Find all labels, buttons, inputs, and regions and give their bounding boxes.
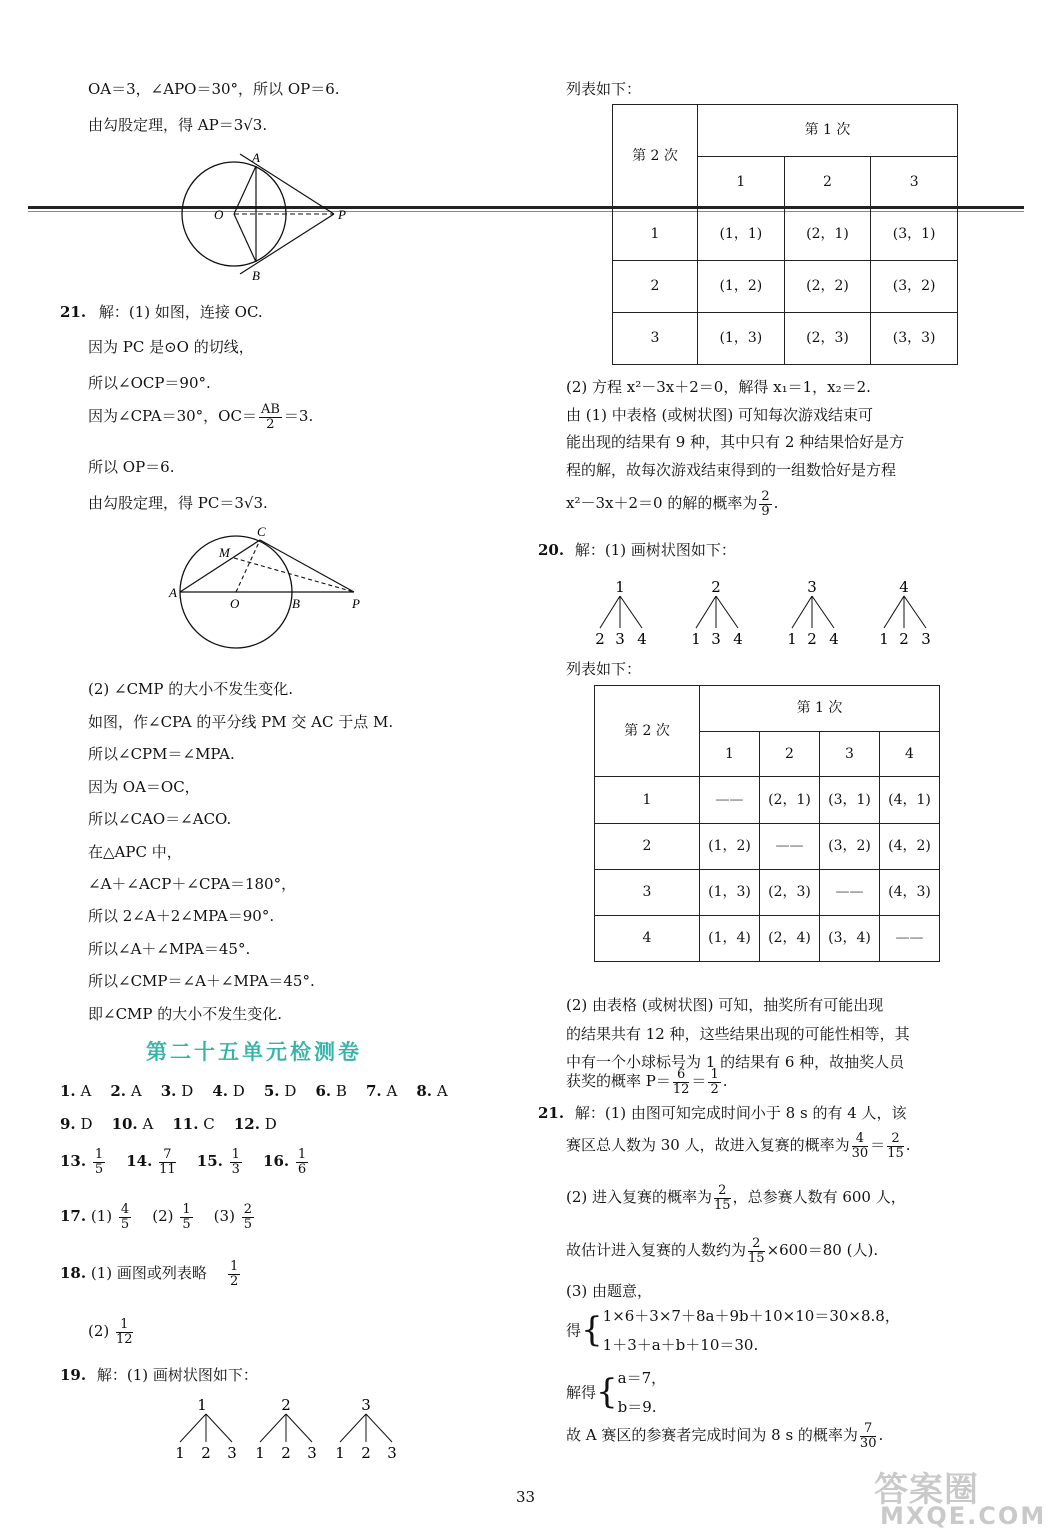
answer-number: 4. — [212, 1082, 228, 1100]
answer-value: A — [80, 1082, 92, 1100]
question-21-right — [538, 1104, 907, 1122]
answer-value: A — [386, 1082, 398, 1100]
numerator: 1 — [94, 1147, 104, 1162]
table-cell: (2，1) — [784, 209, 871, 261]
question-18-part2 — [88, 1318, 135, 1346]
text: x²－3x＋2＝0 的解的概率为 — [566, 494, 758, 513]
answer-number: 13. — [60, 1152, 87, 1171]
text-line: 因为 PC 是⊙O 的切线， — [88, 338, 254, 356]
text: 故 A 赛区的参赛者完成时间为 8 s 的概率为 — [566, 1426, 858, 1445]
label-a: A — [252, 150, 260, 165]
tree-leaf: 3 — [711, 630, 721, 648]
answer-value: D — [80, 1115, 93, 1133]
table-cell: —— — [820, 870, 880, 916]
numerator: 1 — [297, 1147, 307, 1162]
table-cell: (4，2) — [880, 824, 940, 870]
text-line: 所以∠CMP＝∠A＋∠MPA＝45°. — [88, 972, 315, 990]
equation-lines — [618, 1364, 667, 1421]
tree-leaf: 4 — [637, 630, 647, 648]
table-cell: —— — [880, 916, 940, 962]
answer-value: D — [181, 1082, 194, 1100]
table-row-header: 1 — [595, 777, 700, 824]
tree-leaf: 2 — [807, 630, 817, 648]
text-line: 即∠CMP 的大小不发生变化. — [88, 1005, 283, 1023]
answer-row-2 — [60, 1115, 277, 1133]
circle-chord-figure — [164, 524, 374, 664]
table-corner: 第 2 次 — [595, 686, 700, 777]
tree-diagram-20 — [586, 572, 956, 652]
answer-value: A — [130, 1082, 142, 1100]
tree-leaf: 2 — [595, 630, 605, 648]
text-line: 所以∠A＋∠MPA＝45°. — [88, 940, 251, 958]
answer-value: B — [335, 1082, 347, 1100]
circle-tangent-figure — [170, 148, 360, 288]
text-line: OA＝3，∠APO＝30°，所以 OP＝6. — [88, 80, 340, 98]
text: ＝ — [870, 1136, 886, 1155]
table-cell: (3，3) — [871, 313, 958, 365]
tree-leaf: 1 — [879, 630, 889, 648]
text: 解：(1) 画树状图如下： — [574, 541, 736, 559]
fraction — [119, 1203, 131, 1231]
label-o: O — [230, 596, 240, 611]
table-row — [613, 313, 958, 365]
fraction — [708, 1068, 720, 1096]
table-cell: (2，4) — [760, 916, 820, 962]
text-line: 所以 OP＝6. — [88, 458, 175, 476]
numerator: 4 — [852, 1132, 869, 1147]
tree-diagram-19 — [170, 1396, 410, 1462]
numerator: 1 — [231, 1147, 240, 1162]
text-line: 由勾股定理，得 PC＝3√3. — [88, 494, 268, 512]
watermark-logo: 答案圈 — [874, 1470, 979, 1510]
fraction — [159, 1148, 176, 1176]
denominator: 6 — [297, 1161, 307, 1177]
denominator: 30 — [859, 1435, 877, 1451]
denominator: 30 — [851, 1145, 869, 1161]
text: 解：(1) 画树状图如下： — [96, 1366, 258, 1384]
question-number: 21. — [538, 1104, 565, 1122]
tree-root: 2 — [281, 1396, 291, 1414]
question-21 — [60, 303, 263, 321]
table-col-header: 3 — [871, 157, 958, 209]
part-label: (2) — [152, 1207, 174, 1226]
answer-number: 18. — [60, 1264, 87, 1283]
tree-leaf: 3 — [921, 630, 931, 648]
fraction — [860, 1422, 877, 1450]
tree-leaf: 2 — [361, 1444, 371, 1462]
answer-number: 3. — [160, 1082, 177, 1100]
tree-19-branch-2 — [255, 1396, 317, 1462]
numerator: 7 — [159, 1148, 176, 1163]
numerator: 2 — [748, 1237, 765, 1252]
text-line-fraction: 获奖的概率 P＝ $\frac{6}{12}$ ＝ $\frac{1}{2}$ . — [566, 1067, 728, 1097]
answer-row-1 — [60, 1082, 448, 1100]
result-table-1 — [612, 104, 958, 365]
equation-lines — [603, 1302, 900, 1359]
numerator: 4 — [120, 1202, 130, 1217]
table-cell: (3，1) — [871, 209, 958, 261]
answer-number: 17. — [60, 1207, 87, 1226]
question-18 — [60, 1260, 242, 1288]
equation-system-1 — [566, 1302, 900, 1359]
text-line: 所以 2∠A＋2∠MPA＝90°. — [88, 907, 275, 925]
tree-leaf: 1 — [335, 1444, 345, 1462]
table-cell: (1，2) — [698, 261, 785, 313]
table-row — [613, 209, 958, 261]
answer-number: 12. — [233, 1115, 260, 1133]
text-line: (2) 由表格 (或树状图) 可知，抽奖所有可能出现 — [566, 996, 884, 1014]
answer-value: D — [232, 1082, 245, 1100]
text-line: 由 (1) 中表格 (或树状图) 可知每次游戏结束可 — [566, 406, 874, 424]
text-line-fraction — [566, 1184, 906, 1212]
text-line-fraction: x²－3x＋2＝0 的解的概率为 $\frac{2}{9}$ . — [566, 489, 779, 519]
tree-leaf: 1 — [787, 630, 797, 648]
section-title: 第二十五单元检测卷 — [146, 1040, 362, 1064]
question-number: 21. — [60, 303, 87, 321]
tree-leaf: 1 — [255, 1444, 265, 1462]
text: 因为∠CPA＝30°，OC＝ — [88, 407, 257, 426]
text: ＝3. — [283, 407, 314, 426]
tree-leaf: 2 — [899, 630, 909, 648]
numerator: AB — [260, 402, 280, 417]
table-row-header: 3 — [613, 313, 698, 365]
answer-number: 16. — [263, 1152, 290, 1171]
denominator: 12 — [672, 1081, 690, 1097]
text-line: 能出现的结果有 9 种，其中只有 2 种结果恰好是方 — [566, 433, 905, 451]
answer-number: 1. — [60, 1082, 76, 1100]
text-line-fraction: 故 A 赛区的参赛者完成时间为 8 s 的概率为 $\frac{7}{30}$ . — [566, 1421, 884, 1451]
fraction — [887, 1132, 904, 1160]
text-line: 因为 OA＝OC， — [88, 778, 200, 796]
denominator: 12 — [116, 1331, 133, 1347]
text: 得 — [566, 1321, 582, 1340]
tree-leaf: 4 — [733, 630, 743, 648]
table-row-header: 4 — [595, 916, 700, 962]
denominator: 2 — [230, 1273, 239, 1289]
answer-number: 9. — [60, 1115, 76, 1133]
text-line-fraction — [566, 1237, 878, 1265]
numerator: 7 — [860, 1422, 877, 1437]
table-row — [595, 916, 940, 962]
fraction — [714, 1184, 731, 1212]
table-row — [595, 870, 940, 916]
denominator: 5 — [120, 1216, 130, 1232]
denominator: 9 — [761, 503, 770, 519]
table-col-header: 2 — [760, 732, 820, 777]
fraction — [230, 1148, 242, 1176]
text-line: 在△APC 中， — [88, 843, 182, 861]
table-col-header: 4 — [880, 732, 940, 777]
tree-20-branch-3 — [787, 578, 839, 648]
part-label: (2) — [88, 1322, 110, 1341]
text: ＝ — [691, 1072, 707, 1091]
table-row-header: 3 — [595, 870, 700, 916]
text: (2) 进入复赛的概率为 — [566, 1188, 713, 1207]
fraction — [296, 1148, 308, 1176]
text-line: 所以∠CAO＝∠ACO. — [88, 810, 232, 828]
fraction — [259, 403, 282, 431]
text-line: 由勾股定理，得 AP＝3√3. — [88, 116, 268, 134]
tree-root: 3 — [361, 1396, 371, 1414]
question-20 — [538, 541, 736, 559]
equation-system-2 — [566, 1364, 666, 1421]
fraction — [242, 1203, 254, 1231]
numerator: 2 — [887, 1132, 904, 1147]
fraction — [748, 1237, 765, 1265]
answer-number: 2. — [110, 1082, 127, 1100]
text: 赛区总人数为 30 人，故进入复赛的概率为 — [566, 1136, 850, 1155]
denominator: 5 — [94, 1161, 104, 1177]
table-cell: (3，2) — [820, 824, 880, 870]
numerator: 2 — [714, 1184, 731, 1199]
right-column — [530, 0, 1053, 1536]
result-table-2 — [594, 685, 940, 962]
tree-19-branch-3 — [335, 1396, 397, 1462]
part-label: (1) — [90, 1207, 113, 1226]
denominator: 3 — [231, 1161, 240, 1177]
table-row-header: 1 — [613, 209, 698, 261]
answer-value: A — [436, 1082, 448, 1100]
text-line: 列表如下： — [566, 660, 642, 678]
answer-number: 15. — [196, 1152, 223, 1171]
label-p: P — [352, 596, 360, 611]
text-line: 所以∠OCP＝90°. — [88, 374, 211, 392]
text-line: (2) ∠CMP 的大小不发生变化. — [88, 680, 294, 698]
fill-answers — [60, 1148, 310, 1176]
answer-number: 8. — [416, 1082, 433, 1100]
text: 故估计进入复赛的人数约为 — [566, 1241, 747, 1260]
text-line-fraction — [88, 403, 313, 431]
fraction — [180, 1203, 192, 1231]
label-m: M — [219, 545, 230, 560]
watermark-url: MXQE.COM — [880, 1502, 1047, 1530]
fraction — [852, 1132, 869, 1160]
brace-icon: { — [596, 1372, 618, 1413]
text-line: 如图，作∠CPA 的平分线 PM 交 AC 于点 M. — [88, 713, 394, 731]
tree-root: 1 — [197, 1396, 207, 1414]
numerator: 2 — [761, 489, 770, 504]
table-group-header: 第 1 次 — [700, 686, 940, 732]
table-col-header: 1 — [700, 732, 760, 777]
text-line: (2) 方程 x²－3x＋2＝0，解得 x₁＝1，x₂＝2. — [566, 378, 871, 396]
text-line: ∠A＋∠ACP＋∠CPA＝180°， — [88, 875, 297, 893]
question-number: 20. — [538, 541, 565, 559]
answer-number: 11. — [172, 1115, 199, 1133]
numerator: 1 — [710, 1067, 719, 1082]
table-group-header: 第 1 次 — [698, 105, 958, 157]
answer-value: D — [264, 1115, 277, 1133]
text-line-fraction: 赛区总人数为 30 人，故进入复赛的概率为 $\frac{4}{30}$ ＝ $\frac{2}{15}$ . — [566, 1131, 911, 1161]
fraction — [93, 1148, 105, 1176]
brace-icon: { — [581, 1310, 603, 1351]
table-cell: (4，3) — [880, 870, 940, 916]
text: ×600＝80 (人). — [766, 1241, 879, 1260]
tree-leaf: 2 — [281, 1444, 291, 1462]
tree-leaf: 1 — [691, 630, 701, 648]
question-19 — [60, 1366, 258, 1384]
label-b: B — [292, 596, 300, 611]
answer-value: A — [142, 1115, 154, 1133]
tree-leaf: 2 — [201, 1444, 211, 1462]
table-row-header: 2 — [613, 261, 698, 313]
equation: a＝7， — [617, 1369, 667, 1387]
tree-19-branch-1 — [175, 1396, 237, 1462]
table-col-header: 1 — [698, 157, 785, 209]
table-cell: (3，2) — [871, 261, 958, 313]
denominator: 2 — [710, 1081, 719, 1097]
table-cell: (1，1) — [698, 209, 785, 261]
fraction — [228, 1260, 240, 1288]
table-cell: (1，2) — [700, 824, 760, 870]
label-a: A — [169, 585, 177, 600]
table-cell: —— — [760, 824, 820, 870]
text: 解：(1) 由图可知完成时间小于 8 s 的有 4 人，该 — [574, 1104, 907, 1122]
table-cell: (2，1) — [760, 777, 820, 824]
numerator: 1 — [182, 1202, 191, 1217]
answer-value: D — [284, 1082, 297, 1100]
answer-number: 14. — [126, 1152, 153, 1171]
table-row — [595, 777, 940, 824]
denominator: 15 — [748, 1250, 765, 1266]
text-line: 解：(1) 如图，连接 OC. — [98, 303, 263, 321]
part-label: (3) — [213, 1207, 235, 1226]
text-line: 所以∠CPM＝∠MPA. — [88, 745, 235, 763]
table-col-header: 3 — [820, 732, 880, 777]
answer-number: 5. — [263, 1082, 280, 1100]
label-p: P — [338, 207, 346, 222]
text: 解得 — [566, 1383, 597, 1402]
table-cell: (2，3) — [760, 870, 820, 916]
tree-root: 3 — [807, 578, 817, 596]
table-cell: (4，1) — [880, 777, 940, 824]
tree-root: 4 — [899, 578, 909, 596]
tree-leaf: 3 — [387, 1444, 397, 1462]
table-cell: (3，1) — [820, 777, 880, 824]
table-cell: (2，2) — [784, 261, 871, 313]
label-o: O — [214, 207, 224, 222]
table-cell: (1，4) — [700, 916, 760, 962]
answer-number: 10. — [111, 1115, 138, 1133]
tree-leaf: 1 — [175, 1444, 185, 1462]
tree-leaf: 3 — [307, 1444, 317, 1462]
denominator: 15 — [887, 1145, 904, 1161]
numerator: 1 — [116, 1318, 133, 1333]
numerator: 6 — [673, 1068, 690, 1083]
table-cell: —— — [700, 777, 760, 824]
page-number: 33 — [516, 1488, 536, 1506]
label-c: C — [257, 524, 266, 539]
equation: b＝9. — [617, 1397, 657, 1416]
numerator: 1 — [230, 1259, 239, 1274]
denominator: 5 — [243, 1216, 252, 1232]
table-row-header: 2 — [595, 824, 700, 870]
table-cell: (1，3) — [700, 870, 760, 916]
answer-number: 7. — [366, 1082, 382, 1100]
part-label: (1) 画图或列表略 — [90, 1264, 207, 1283]
table-col-header: 2 — [784, 157, 871, 209]
text-line: 程的解，故每次游戏结束得到的一组数恰好是方程 — [566, 461, 897, 479]
denominator: 2 — [266, 416, 275, 432]
denominator: 11 — [159, 1161, 176, 1177]
fraction — [116, 1318, 133, 1346]
tree-20-branch-2 — [691, 578, 743, 648]
equation: 1×6＋3×7＋8a＋9b＋10×10＝30×8.8， — [602, 1307, 900, 1325]
label-b: B — [252, 268, 260, 283]
tree-leaf: 4 — [829, 630, 839, 648]
fraction — [759, 490, 771, 518]
answer-value: C — [203, 1115, 215, 1133]
table-cell: (3，4) — [820, 916, 880, 962]
tree-leaf: 3 — [227, 1444, 237, 1462]
table-row — [613, 261, 958, 313]
answer-number: 19. — [60, 1366, 87, 1384]
equation: 1＋3＋a＋b＋10＝30. — [602, 1335, 759, 1354]
text: ，总参赛人数有 600 人， — [732, 1188, 906, 1207]
text-line: 中有一个小球标号为 1 的结果有 6 种，故抽奖人员 — [566, 1053, 905, 1071]
question-17 — [60, 1203, 256, 1231]
text-line: (3) 由题意， — [566, 1282, 653, 1300]
table-corner: 第 2 次 — [613, 105, 698, 209]
table-cell: (1，3) — [698, 313, 785, 365]
text: 获奖的概率 P＝ — [566, 1072, 671, 1091]
tree-20-branch-1 — [595, 578, 647, 648]
fraction — [673, 1068, 690, 1096]
text-line: 的结果共有 12 种，这些结果出现的可能性相等，其 — [566, 1025, 910, 1043]
numerator: 2 — [243, 1202, 252, 1217]
table-row — [595, 824, 940, 870]
text-line: 列表如下： — [566, 80, 642, 98]
answer-number: 6. — [315, 1082, 332, 1100]
tree-leaf: 3 — [615, 630, 625, 648]
denominator: 15 — [714, 1197, 731, 1213]
denominator: 5 — [182, 1216, 191, 1232]
table-cell: (2，3) — [784, 313, 871, 365]
tree-root: 2 — [711, 578, 721, 596]
tree-root: 1 — [615, 578, 625, 596]
tree-20-branch-4 — [879, 578, 931, 648]
